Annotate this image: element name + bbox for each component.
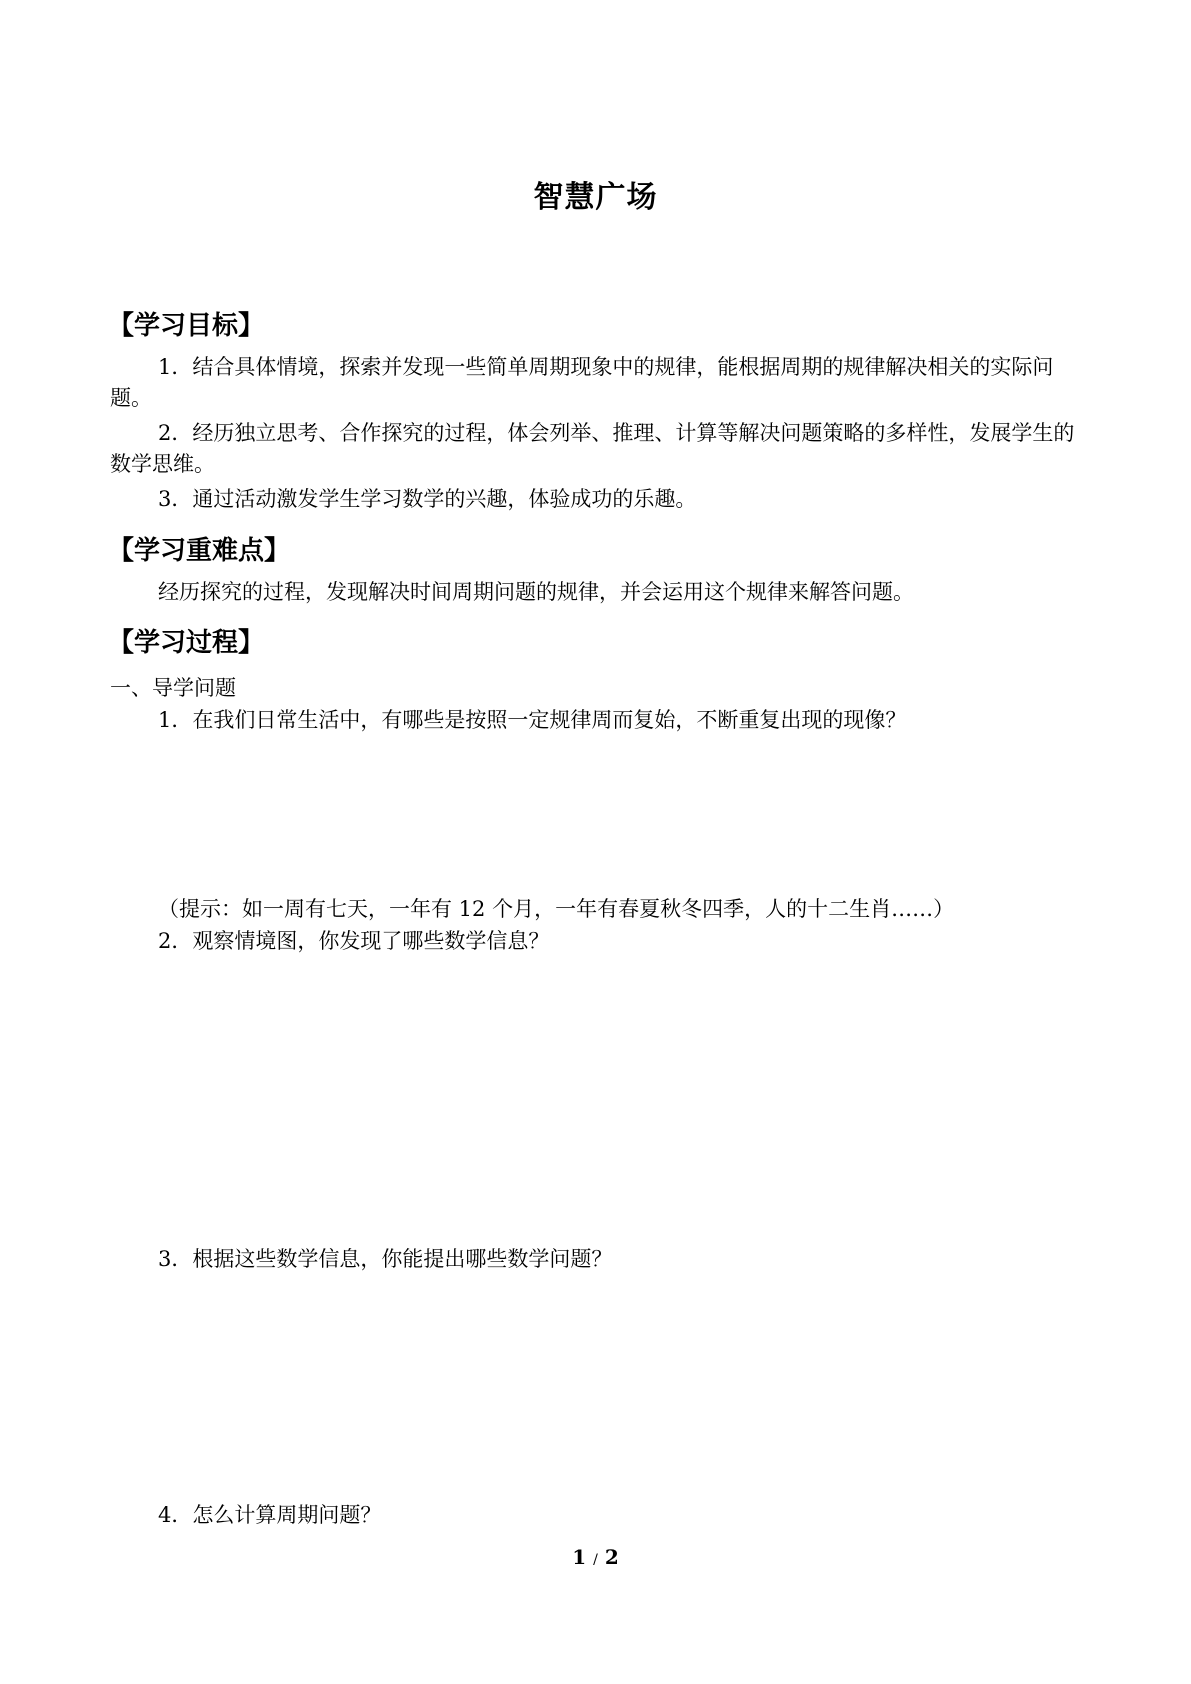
- objective-item-3: 3．通过活动激发学生学习数学的兴趣，体验成功的乐趣。: [158, 487, 697, 511]
- page-current: 1: [572, 1545, 587, 1569]
- key-points-heading: 【学习重难点】: [108, 536, 291, 566]
- objective-item-2: 2．经历独立思考、合作探究的过程，体会列举、推理、计算等解决问题策略的多样性，发展学生的数学思维。: [110, 421, 1075, 476]
- question-3: 3．根据这些数学信息，你能提出哪些数学问题？: [158, 1247, 613, 1271]
- process-heading: 【学习过程】: [108, 628, 265, 658]
- question-4: 4．怎么计算周期问题？: [158, 1503, 382, 1527]
- document-title: 智慧广场: [533, 180, 658, 215]
- page-number: [0, 1545, 1191, 1569]
- key-points-text: 经历探究的过程，发现解决时间周期问题的规律，并会运用这个规律来解答问题。: [158, 580, 914, 604]
- objectives-heading: 【学习目标】: [108, 311, 265, 341]
- section-guided-questions: 一、导学问题: [110, 676, 236, 700]
- hint-text: （提示：如一周有七天，一年有 12 个月，一年有春夏秋冬四季，人的十二生肖……）: [158, 897, 955, 921]
- page-total: 2: [604, 1545, 619, 1569]
- question-2: 2．观察情境图，你发现了哪些数学信息？: [158, 929, 550, 953]
- page-separator: /: [593, 1552, 598, 1568]
- objective-item-1: 1．结合具体情境，探索并发现一些简单周期现象中的规律，能根据周期的规律解决相关的实际问题。: [110, 355, 1054, 410]
- question-1: 1．在我们日常生活中，有哪些是按照一定规律周而复始，不断重复出现的现像？: [158, 708, 907, 732]
